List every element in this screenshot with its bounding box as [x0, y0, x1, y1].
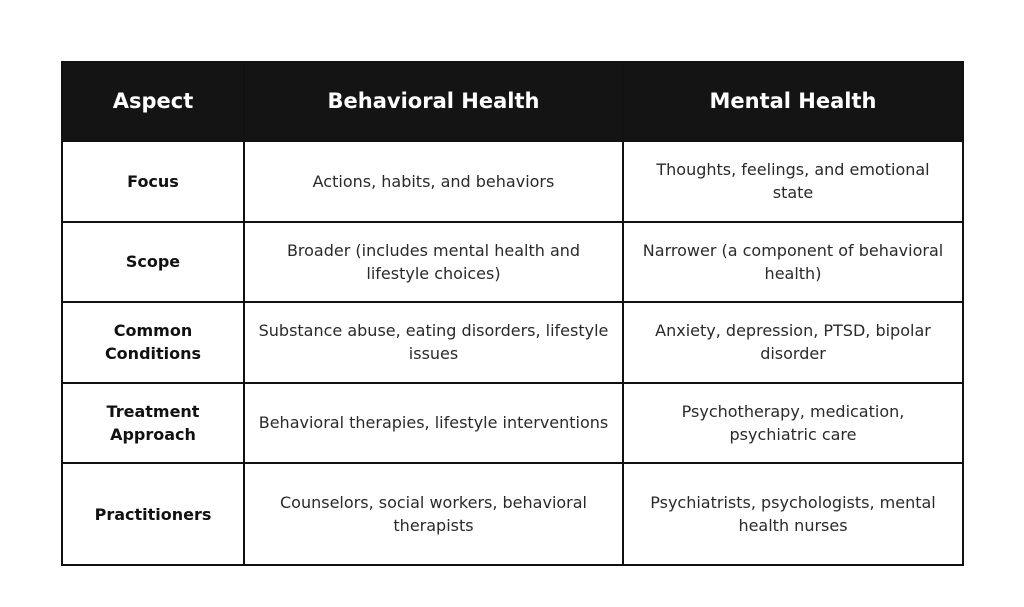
aspect-cell: Scope [62, 222, 244, 303]
table-row [62, 302, 963, 383]
aspect-cell: Common Conditions [62, 302, 244, 383]
behavioral-cell: Behavioral therapies, lifestyle interventions [244, 383, 623, 464]
header-mental-health: Mental Health [623, 62, 963, 141]
behavioral-cell: Actions, habits, and behaviors [244, 141, 623, 222]
mental-cell: Thoughts, feelings, and emotional state [623, 141, 963, 222]
mental-cell: Psychotherapy, medication, psychiatric care [623, 383, 963, 464]
comparison-table [61, 61, 964, 566]
behavioral-cell: Broader (includes mental health and lifestyle choices) [244, 222, 623, 303]
table-row [62, 222, 963, 303]
header-row [62, 62, 963, 141]
aspect-cell: Treatment Approach [62, 383, 244, 464]
header-behavioral-health: Behavioral Health [244, 62, 623, 141]
table-row [62, 463, 963, 565]
behavioral-cell: Substance abuse, eating disorders, lifestyle issues [244, 302, 623, 383]
header-aspect: Aspect [62, 62, 244, 141]
table-row [62, 141, 963, 222]
table-row [62, 383, 963, 464]
behavioral-cell: Counselors, social workers, behavioral therapists [244, 463, 623, 565]
mental-cell: Anxiety, depression, PTSD, bipolar disorder [623, 302, 963, 383]
mental-cell: Narrower (a component of behavioral health) [623, 222, 963, 303]
mental-cell: Psychiatrists, psychologists, mental health nurses [623, 463, 963, 565]
aspect-cell: Practitioners [62, 463, 244, 565]
aspect-cell: Focus [62, 141, 244, 222]
